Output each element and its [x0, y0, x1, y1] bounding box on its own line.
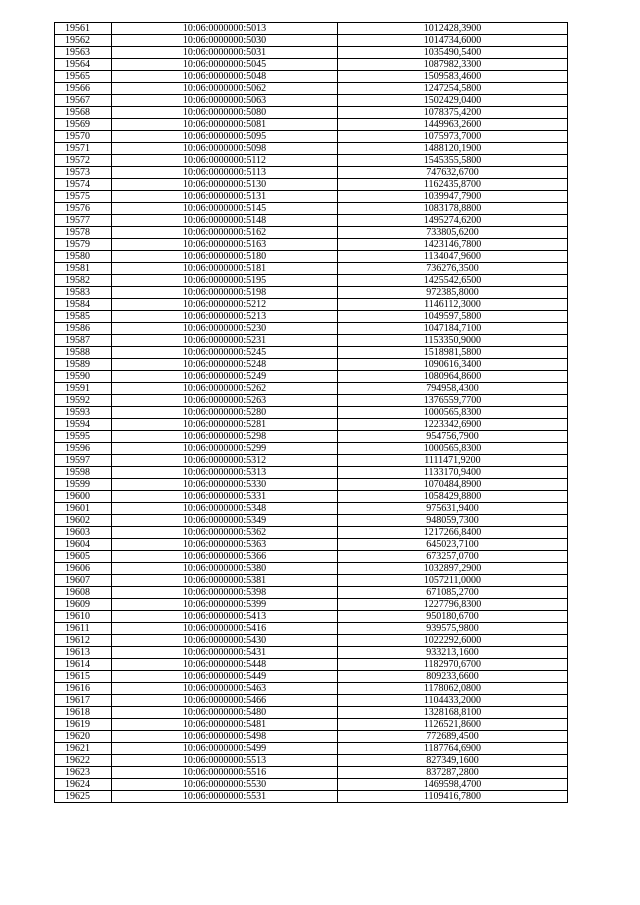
cadastral-number-cell: 10:06:0000000:5263	[112, 395, 338, 407]
value-cell: 939575,9800	[338, 623, 568, 635]
cadastral-number-cell: 10:06:0000000:5080	[112, 107, 338, 119]
cadastral-number-cell: 10:06:0000000:5380	[112, 563, 338, 575]
cadastral-number-cell: 10:06:0000000:5062	[112, 83, 338, 95]
cadastral-number-cell: 10:06:0000000:5431	[112, 647, 338, 659]
value-cell: 1090616,3400	[338, 359, 568, 371]
row-number-cell: 19579	[55, 239, 112, 251]
value-cell: 733805,6200	[338, 227, 568, 239]
cadastral-number-cell: 10:06:0000000:5399	[112, 599, 338, 611]
value-cell: 827349,1600	[338, 755, 568, 767]
value-cell: 1049597,5800	[338, 311, 568, 323]
cadastral-number-cell: 10:06:0000000:5098	[112, 143, 338, 155]
value-cell: 1423146,7800	[338, 239, 568, 251]
value-cell: 1187764,6900	[338, 743, 568, 755]
row-number-cell: 19584	[55, 299, 112, 311]
table-row	[55, 359, 568, 371]
table-row	[55, 731, 568, 743]
value-cell: 975631,9400	[338, 503, 568, 515]
value-cell: 1182970,6700	[338, 659, 568, 671]
table-row	[55, 719, 568, 731]
table-row	[55, 443, 568, 455]
value-cell: 1022292,6000	[338, 635, 568, 647]
table-row	[55, 371, 568, 383]
cadastral-number-cell: 10:06:0000000:5463	[112, 683, 338, 695]
row-number-cell: 19624	[55, 779, 112, 791]
row-number-cell: 19577	[55, 215, 112, 227]
table-row	[55, 155, 568, 167]
table-row	[55, 479, 568, 491]
cadastral-number-cell: 10:06:0000000:5280	[112, 407, 338, 419]
row-number-cell: 19570	[55, 131, 112, 143]
table-row	[55, 215, 568, 227]
table-row	[55, 599, 568, 611]
row-number-cell: 19586	[55, 323, 112, 335]
table-row	[55, 539, 568, 551]
table-row	[55, 659, 568, 671]
value-cell: 1469598,4700	[338, 779, 568, 791]
cadastral-number-cell: 10:06:0000000:5030	[112, 35, 338, 47]
row-number-cell: 19573	[55, 167, 112, 179]
table-body	[55, 23, 568, 803]
value-cell: 1495274,6200	[338, 215, 568, 227]
value-cell: 1328168,8100	[338, 707, 568, 719]
table-row	[55, 335, 568, 347]
row-number-cell: 19581	[55, 263, 112, 275]
cadastral-number-cell: 10:06:0000000:5163	[112, 239, 338, 251]
row-number-cell: 19580	[55, 251, 112, 263]
table-row	[55, 227, 568, 239]
value-cell: 1425542,6500	[338, 275, 568, 287]
value-cell: 1502429,0400	[338, 95, 568, 107]
table-row	[55, 239, 568, 251]
value-cell: 671085,2700	[338, 587, 568, 599]
table-row	[55, 395, 568, 407]
value-cell: 972385,8000	[338, 287, 568, 299]
row-number-cell: 19609	[55, 599, 112, 611]
cadastral-number-cell: 10:06:0000000:5516	[112, 767, 338, 779]
cadastral-number-cell: 10:06:0000000:5281	[112, 419, 338, 431]
table-row	[55, 683, 568, 695]
row-number-cell: 19597	[55, 455, 112, 467]
row-number-cell: 19578	[55, 227, 112, 239]
value-cell: 954756,7900	[338, 431, 568, 443]
row-number-cell: 19576	[55, 203, 112, 215]
table-row	[55, 167, 568, 179]
row-number-cell: 19563	[55, 47, 112, 59]
value-cell: 1178062,0800	[338, 683, 568, 695]
value-cell: 1047184,7100	[338, 323, 568, 335]
table-row	[55, 755, 568, 767]
row-number-cell: 19607	[55, 575, 112, 587]
cadastral-number-cell: 10:06:0000000:5430	[112, 635, 338, 647]
cadastral-number-cell: 10:06:0000000:5048	[112, 71, 338, 83]
value-cell: 1488120,1900	[338, 143, 568, 155]
cadastral-number-cell: 10:06:0000000:5416	[112, 623, 338, 635]
row-number-cell: 19619	[55, 719, 112, 731]
table-row	[55, 563, 568, 575]
table-row	[55, 647, 568, 659]
table-row	[55, 431, 568, 443]
value-cell: 1057211,0000	[338, 575, 568, 587]
row-number-cell: 19618	[55, 707, 112, 719]
table-row	[55, 623, 568, 635]
table-row	[55, 23, 568, 35]
table-row	[55, 791, 568, 803]
value-cell: 794958,4300	[338, 383, 568, 395]
value-cell: 1087982,3300	[338, 59, 568, 71]
value-cell: 1104433,2000	[338, 695, 568, 707]
table-row	[55, 323, 568, 335]
row-number-cell: 19600	[55, 491, 112, 503]
value-cell: 1014734,6000	[338, 35, 568, 47]
value-cell: 1039947,7900	[338, 191, 568, 203]
table-row	[55, 107, 568, 119]
row-number-cell: 19605	[55, 551, 112, 563]
cadastral-number-cell: 10:06:0000000:5095	[112, 131, 338, 143]
table-row	[55, 635, 568, 647]
cadastral-number-cell: 10:06:0000000:5530	[112, 779, 338, 791]
cadastral-number-cell: 10:06:0000000:5130	[112, 179, 338, 191]
table-row	[55, 575, 568, 587]
row-number-cell: 19572	[55, 155, 112, 167]
cadastral-number-cell: 10:06:0000000:5513	[112, 755, 338, 767]
table-row	[55, 515, 568, 527]
table-row	[55, 743, 568, 755]
value-cell: 1126521,8600	[338, 719, 568, 731]
value-cell: 747632,6700	[338, 167, 568, 179]
cadastral-number-cell: 10:06:0000000:5381	[112, 575, 338, 587]
table-row	[55, 383, 568, 395]
value-cell: 1227796,8300	[338, 599, 568, 611]
row-number-cell: 19592	[55, 395, 112, 407]
row-number-cell: 19571	[55, 143, 112, 155]
value-cell: 1000565,8300	[338, 407, 568, 419]
table-row	[55, 503, 568, 515]
row-number-cell: 19625	[55, 791, 112, 803]
table-row	[55, 203, 568, 215]
table-row	[55, 263, 568, 275]
value-cell: 1078375,4200	[338, 107, 568, 119]
value-cell: 736276,3500	[338, 263, 568, 275]
cadastral-number-cell: 10:06:0000000:5113	[112, 167, 338, 179]
table-row	[55, 83, 568, 95]
cadastral-number-cell: 10:06:0000000:5298	[112, 431, 338, 443]
cadastral-number-cell: 10:06:0000000:5248	[112, 359, 338, 371]
row-number-cell: 19621	[55, 743, 112, 755]
row-number-cell: 19611	[55, 623, 112, 635]
table-row	[55, 95, 568, 107]
cadastral-number-cell: 10:06:0000000:5081	[112, 119, 338, 131]
row-number-cell: 19604	[55, 539, 112, 551]
cadastral-number-cell: 10:06:0000000:5013	[112, 23, 338, 35]
table-row	[55, 587, 568, 599]
cadastral-number-cell: 10:06:0000000:5481	[112, 719, 338, 731]
row-number-cell: 19589	[55, 359, 112, 371]
row-number-cell: 19617	[55, 695, 112, 707]
table-row	[55, 131, 568, 143]
row-number-cell: 19613	[55, 647, 112, 659]
row-number-cell: 19561	[55, 23, 112, 35]
table-row	[55, 143, 568, 155]
row-number-cell: 19582	[55, 275, 112, 287]
row-number-cell: 19595	[55, 431, 112, 443]
cadastral-number-cell: 10:06:0000000:5249	[112, 371, 338, 383]
row-number-cell: 19606	[55, 563, 112, 575]
row-number-cell: 19585	[55, 311, 112, 323]
value-cell: 1518981,5800	[338, 347, 568, 359]
cadastral-number-cell: 10:06:0000000:5162	[112, 227, 338, 239]
cadastral-number-cell: 10:06:0000000:5262	[112, 383, 338, 395]
cadastral-number-cell: 10:06:0000000:5449	[112, 671, 338, 683]
value-cell: 1449963,2600	[338, 119, 568, 131]
cadastral-number-cell: 10:06:0000000:5299	[112, 443, 338, 455]
row-number-cell: 19583	[55, 287, 112, 299]
cadastral-number-cell: 10:06:0000000:5466	[112, 695, 338, 707]
value-cell: 1133170,9400	[338, 467, 568, 479]
value-cell: 1058429,8800	[338, 491, 568, 503]
value-cell: 1111471,9200	[338, 455, 568, 467]
table-row	[55, 251, 568, 263]
table-row	[55, 179, 568, 191]
table-row	[55, 611, 568, 623]
row-number-cell: 19590	[55, 371, 112, 383]
row-number-cell: 19608	[55, 587, 112, 599]
cadastral-number-cell: 10:06:0000000:5112	[112, 155, 338, 167]
row-number-cell: 19594	[55, 419, 112, 431]
table-row	[55, 695, 568, 707]
value-cell: 1035490,5400	[338, 47, 568, 59]
value-cell: 1070484,8900	[338, 479, 568, 491]
table-row	[55, 551, 568, 563]
table-row	[55, 407, 568, 419]
row-number-cell: 19565	[55, 71, 112, 83]
row-number-cell: 19615	[55, 671, 112, 683]
row-number-cell: 19567	[55, 95, 112, 107]
cadastral-number-cell: 10:06:0000000:5312	[112, 455, 338, 467]
row-number-cell: 19574	[55, 179, 112, 191]
cadastral-number-cell: 10:06:0000000:5480	[112, 707, 338, 719]
cadastral-number-cell: 10:06:0000000:5231	[112, 335, 338, 347]
cadastral-number-cell: 10:06:0000000:5499	[112, 743, 338, 755]
cadastral-number-cell: 10:06:0000000:5531	[112, 791, 338, 803]
value-cell: 1134047,9600	[338, 251, 568, 263]
value-cell: 1146112,3000	[338, 299, 568, 311]
value-cell: 1153350,9000	[338, 335, 568, 347]
cadastral-number-cell: 10:06:0000000:5362	[112, 527, 338, 539]
row-number-cell: 19616	[55, 683, 112, 695]
row-number-cell: 19603	[55, 527, 112, 539]
row-number-cell: 19622	[55, 755, 112, 767]
row-number-cell: 19598	[55, 467, 112, 479]
cadastral-number-cell: 10:06:0000000:5198	[112, 287, 338, 299]
cadastral-number-cell: 10:06:0000000:5349	[112, 515, 338, 527]
cadastral-number-cell: 10:06:0000000:5180	[112, 251, 338, 263]
cadastral-number-cell: 10:06:0000000:5448	[112, 659, 338, 671]
row-number-cell: 19564	[55, 59, 112, 71]
table-row	[55, 347, 568, 359]
row-number-cell: 19591	[55, 383, 112, 395]
row-number-cell: 19593	[55, 407, 112, 419]
table-row	[55, 419, 568, 431]
cadastral-number-cell: 10:06:0000000:5045	[112, 59, 338, 71]
cadastral-number-cell: 10:06:0000000:5363	[112, 539, 338, 551]
cadastral-number-cell: 10:06:0000000:5213	[112, 311, 338, 323]
row-number-cell: 19596	[55, 443, 112, 455]
value-cell: 1083178,8800	[338, 203, 568, 215]
value-cell: 1376559,7700	[338, 395, 568, 407]
value-cell: 1080964,8600	[338, 371, 568, 383]
table-row	[55, 47, 568, 59]
row-number-cell: 19614	[55, 659, 112, 671]
cadastral-number-cell: 10:06:0000000:5212	[112, 299, 338, 311]
cadastral-number-cell: 10:06:0000000:5131	[112, 191, 338, 203]
value-cell: 772689,4500	[338, 731, 568, 743]
row-number-cell: 19610	[55, 611, 112, 623]
table-row	[55, 767, 568, 779]
cadastral-number-cell: 10:06:0000000:5031	[112, 47, 338, 59]
cadastral-number-cell: 10:06:0000000:5145	[112, 203, 338, 215]
row-number-cell: 19599	[55, 479, 112, 491]
cadastral-number-cell: 10:06:0000000:5498	[112, 731, 338, 743]
table-row	[55, 671, 568, 683]
table-row	[55, 119, 568, 131]
value-cell: 948059,7300	[338, 515, 568, 527]
cadastral-number-cell: 10:06:0000000:5063	[112, 95, 338, 107]
table-row	[55, 491, 568, 503]
value-cell: 809233,6600	[338, 671, 568, 683]
cadastral-number-cell: 10:06:0000000:5181	[112, 263, 338, 275]
row-number-cell: 19569	[55, 119, 112, 131]
value-cell: 1545355,5800	[338, 155, 568, 167]
table-row	[55, 275, 568, 287]
cadastral-value-table	[54, 22, 568, 803]
cadastral-number-cell: 10:06:0000000:5148	[112, 215, 338, 227]
value-cell: 933213,1600	[338, 647, 568, 659]
row-number-cell: 19562	[55, 35, 112, 47]
cadastral-number-cell: 10:06:0000000:5366	[112, 551, 338, 563]
cadastral-number-cell: 10:06:0000000:5230	[112, 323, 338, 335]
row-number-cell: 19587	[55, 335, 112, 347]
value-cell: 673257,0700	[338, 551, 568, 563]
value-cell: 1075973,7000	[338, 131, 568, 143]
value-cell: 1032897,2900	[338, 563, 568, 575]
cadastral-number-cell: 10:06:0000000:5398	[112, 587, 338, 599]
value-cell: 1162435,8700	[338, 179, 568, 191]
table-row	[55, 311, 568, 323]
table-row	[55, 59, 568, 71]
table-row	[55, 299, 568, 311]
value-cell: 1247254,5800	[338, 83, 568, 95]
table-row	[55, 35, 568, 47]
table-row	[55, 191, 568, 203]
value-cell: 1509583,4600	[338, 71, 568, 83]
row-number-cell: 19601	[55, 503, 112, 515]
cadastral-number-cell: 10:06:0000000:5348	[112, 503, 338, 515]
row-number-cell: 19602	[55, 515, 112, 527]
value-cell: 1217266,8400	[338, 527, 568, 539]
row-number-cell: 19568	[55, 107, 112, 119]
value-cell: 950180,6700	[338, 611, 568, 623]
cadastral-number-cell: 10:06:0000000:5413	[112, 611, 338, 623]
cadastral-number-cell: 10:06:0000000:5195	[112, 275, 338, 287]
value-cell: 837287,2800	[338, 767, 568, 779]
table-row	[55, 707, 568, 719]
value-cell: 1223342,6900	[338, 419, 568, 431]
table-row	[55, 455, 568, 467]
value-cell: 645023,7100	[338, 539, 568, 551]
value-cell: 1012428,3900	[338, 23, 568, 35]
row-number-cell: 19612	[55, 635, 112, 647]
cadastral-number-cell: 10:06:0000000:5245	[112, 347, 338, 359]
table-row	[55, 71, 568, 83]
table-row	[55, 467, 568, 479]
table-row	[55, 779, 568, 791]
row-number-cell: 19623	[55, 767, 112, 779]
row-number-cell: 19588	[55, 347, 112, 359]
cadastral-number-cell: 10:06:0000000:5313	[112, 467, 338, 479]
row-number-cell: 19575	[55, 191, 112, 203]
table-row	[55, 287, 568, 299]
row-number-cell: 19620	[55, 731, 112, 743]
cadastral-number-cell: 10:06:0000000:5331	[112, 491, 338, 503]
table-row	[55, 527, 568, 539]
value-cell: 1109416,7800	[338, 791, 568, 803]
cadastral-number-cell: 10:06:0000000:5330	[112, 479, 338, 491]
row-number-cell: 19566	[55, 83, 112, 95]
value-cell: 1000565,8300	[338, 443, 568, 455]
